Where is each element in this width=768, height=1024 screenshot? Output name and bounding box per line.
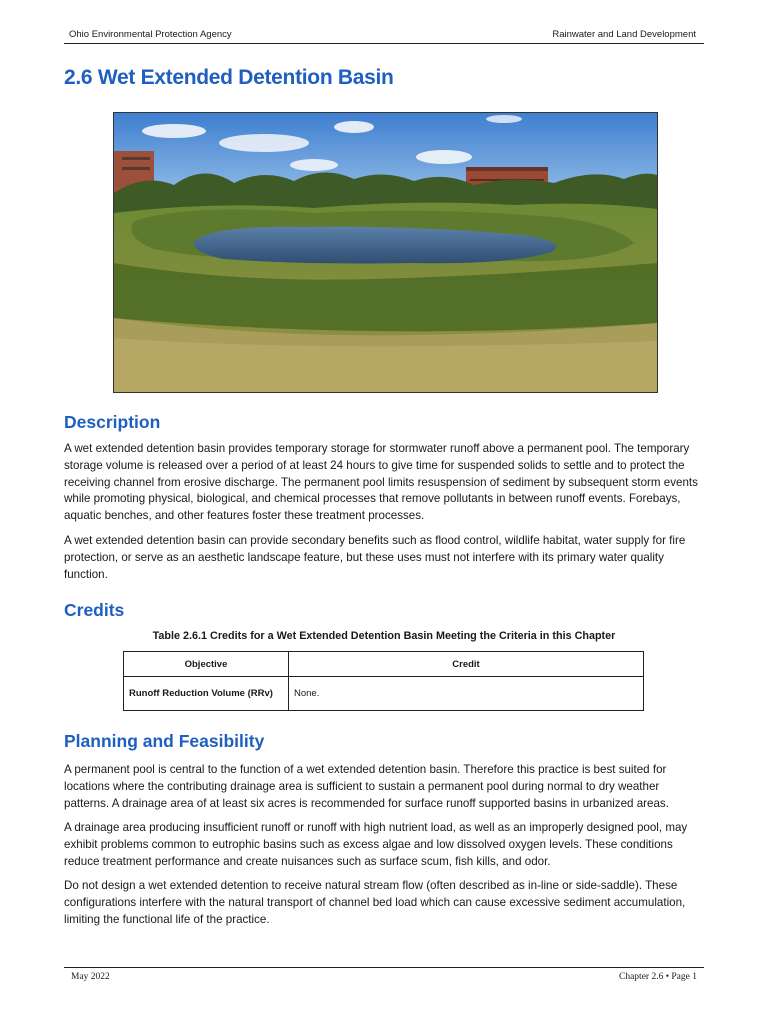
footer-page-number: Chapter 2.6 • Page 1	[619, 972, 697, 982]
footer-date: May 2022	[71, 972, 110, 982]
section-title: 2.6 Wet Extended Detention Basin	[64, 66, 394, 89]
header-agency: Ohio Environmental Protection Agency	[69, 29, 232, 40]
planning-paragraph-2: A drainage area producing insufficient runoff or runoff with high nutrient load, as well as an improperly designed pool, may exhibit problems common to eutrophic basins such as excess algae and low dissolved oxygen levels. These conditions reduce treatment performance and create nuisances such as surface scum, fish kills, and odor.	[64, 821, 688, 868]
page-footer	[64, 967, 704, 982]
credits-heading: Credits	[64, 600, 125, 620]
page-header	[64, 29, 704, 44]
credits-table	[123, 651, 644, 711]
description-paragraph-2: A wet extended detention basin can provide secondary benefits such as flood control, wildlife habitat, water supply for fire protection, or serve as an aesthetic landscape feature, but these uses must not interfere with its primary water quality function.	[64, 534, 686, 581]
cell-credit: None.	[289, 677, 644, 711]
basin-photo	[113, 112, 658, 393]
planning-paragraph-1: A permanent pool is central to the function of a wet extended detention basin. Therefore this practice is best suited for locations where the contributing drainage area is sufficient to sustain a permanent pool during normal to dry weather patterns. A drainage area of at least six acres is recommended for surface runoff supported basins in urbanized areas.	[64, 763, 669, 810]
table-row	[124, 677, 644, 711]
planning-heading: Planning and Feasibility	[64, 731, 265, 751]
planning-paragraph-3: Do not design a wet extended detention to receive natural stream flow (often described as in-line or side-saddle). These configurations interfere with the natural transport of channel bed load which can cause excessive sediment accumulation, limiting the functional life of the practice.	[64, 879, 686, 926]
table-header-row	[124, 652, 644, 677]
column-header-objective: Objective	[124, 652, 289, 677]
description-heading: Description	[64, 412, 161, 432]
header-manual-title: Rainwater and Land Development	[552, 29, 696, 40]
table-caption: Table 2.6.1 Credits for a Wet Extended Detention Basin Meeting the Criteria in this Chapter	[152, 630, 616, 642]
cell-objective: Runoff Reduction Volume (RRv)	[124, 677, 289, 711]
column-header-credit: Credit	[289, 652, 644, 677]
description-paragraph-1: A wet extended detention basin provides temporary storage for stormwater runoff above a permanent pool. The temporary storage volume is released over a period of at least 24 hours to give time for suspended solids to settle and to protect the receiving channel from erosive discharge. The permanent pool limits resuspension of sediment by subsequent storm events while promoting physical, biological, and chemical processes that remove pollutants in between runoff events. Forebays, aquatic benches, and other features foster these treatment processes.	[64, 442, 698, 523]
